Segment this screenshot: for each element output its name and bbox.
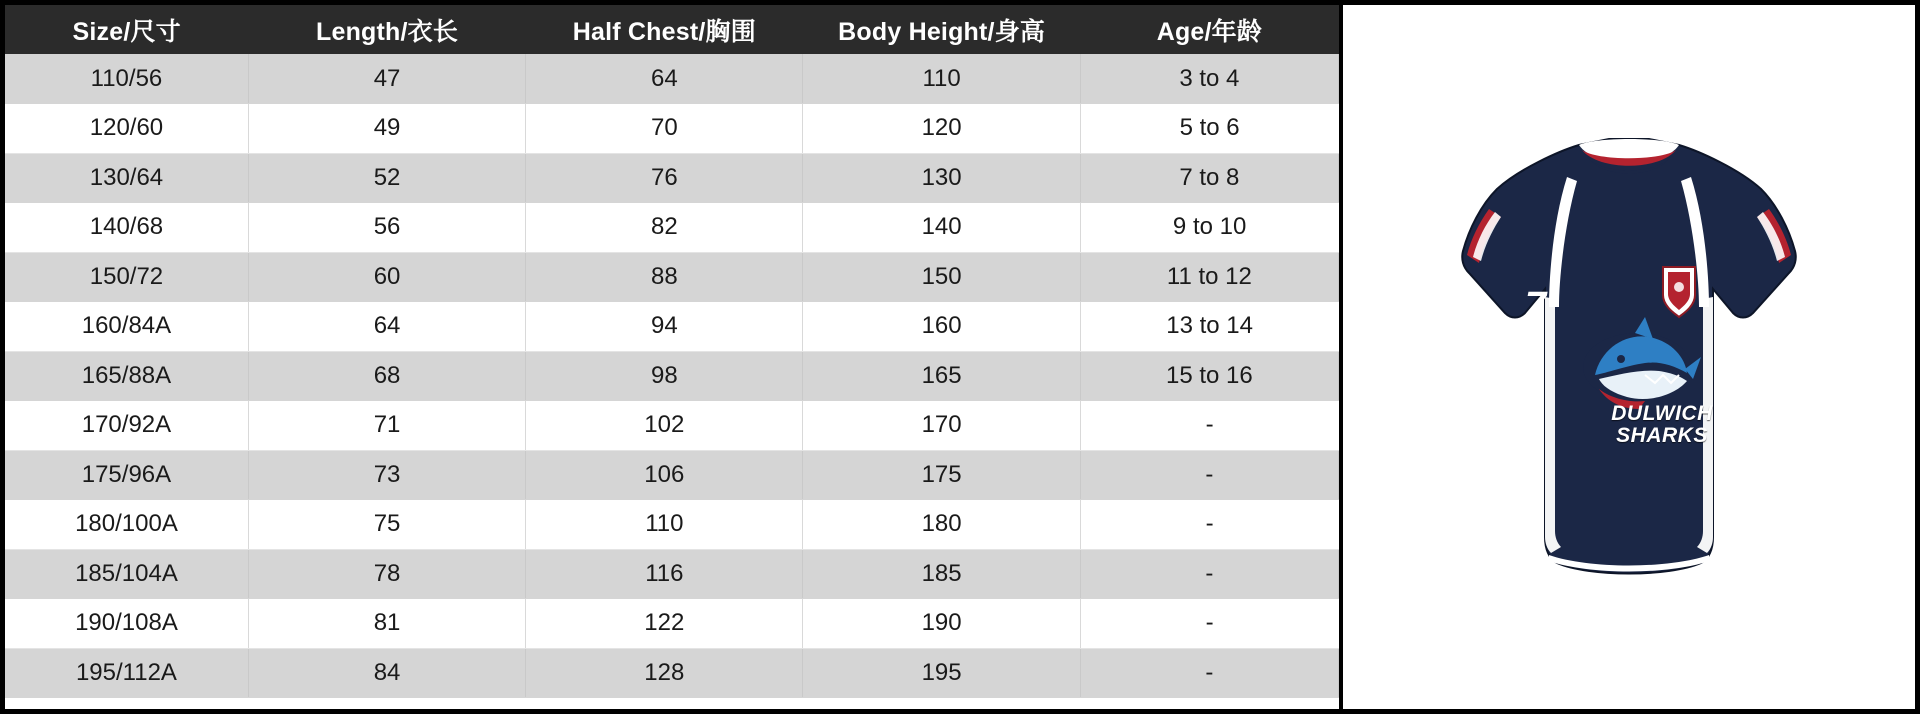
size-table-body (5, 54, 1339, 698)
table-row (5, 549, 1339, 599)
table-row (5, 104, 1339, 154)
cell-length: 52 (248, 153, 525, 203)
cell-half-chest: 88 (526, 252, 803, 302)
cell-size: 165/88A (5, 351, 248, 401)
cell-age: 5 to 6 (1080, 104, 1338, 154)
table-row (5, 401, 1339, 451)
cell-size: 110/56 (5, 54, 248, 104)
column-header-age: Age/年龄 (1080, 5, 1338, 54)
cell-length: 68 (248, 351, 525, 401)
cell-length: 84 (248, 648, 525, 698)
table-row (5, 450, 1339, 500)
cell-size: 120/60 (5, 104, 248, 154)
cell-body-height: 170 (803, 401, 1080, 451)
cell-body-height: 180 (803, 500, 1080, 550)
cell-length: 60 (248, 252, 525, 302)
cell-age: 3 to 4 (1080, 54, 1338, 104)
cell-length: 78 (248, 549, 525, 599)
cell-half-chest: 76 (526, 153, 803, 203)
cell-size: 180/100A (5, 500, 248, 550)
cell-half-chest: 70 (526, 104, 803, 154)
club-name-line2: SHARKS (1616, 424, 1708, 448)
cell-length: 49 (248, 104, 525, 154)
cell-size: 140/68 (5, 203, 248, 253)
cell-half-chest: 94 (526, 302, 803, 352)
cell-size: 185/104A (5, 549, 248, 599)
cell-body-height: 150 (803, 252, 1080, 302)
cell-age: 13 to 14 (1080, 302, 1338, 352)
cell-age: - (1080, 648, 1338, 698)
cell-body-height: 190 (803, 599, 1080, 649)
cell-age: - (1080, 450, 1338, 500)
cell-half-chest: 122 (526, 599, 803, 649)
table-row (5, 599, 1339, 649)
cell-age: 11 to 12 (1080, 252, 1338, 302)
size-table (5, 5, 1339, 698)
cell-body-height: 140 (803, 203, 1080, 253)
size-table-header (5, 5, 1339, 54)
cell-age: 9 to 10 (1080, 203, 1338, 253)
cell-length: 56 (248, 203, 525, 253)
column-header-length: Length/衣长 (248, 5, 525, 54)
cell-age: 7 to 8 (1080, 153, 1338, 203)
cell-body-height: 130 (803, 153, 1080, 203)
cell-body-height: 110 (803, 54, 1080, 104)
table-row (5, 153, 1339, 203)
cell-age: 15 to 16 (1080, 351, 1338, 401)
table-row (5, 54, 1339, 104)
jersey-svg (1449, 117, 1809, 597)
cell-size: 130/64 (5, 153, 248, 203)
table-row (5, 351, 1339, 401)
cell-length: 64 (248, 302, 525, 352)
cell-size: 170/92A (5, 401, 248, 451)
cell-half-chest: 82 (526, 203, 803, 253)
cell-size: 160/84A (5, 302, 248, 352)
cell-body-height: 175 (803, 450, 1080, 500)
cell-body-height: 185 (803, 549, 1080, 599)
column-header-half-chest: Half Chest/胸围 (526, 5, 803, 54)
size-table-pane (5, 5, 1339, 709)
cell-size: 190/108A (5, 599, 248, 649)
cell-body-height: 195 (803, 648, 1080, 698)
club-name-line1: DULWICH (1611, 402, 1713, 425)
cell-half-chest: 128 (526, 648, 803, 698)
cell-half-chest: 102 (526, 401, 803, 451)
cell-age: - (1080, 500, 1338, 550)
cell-half-chest: 110 (526, 500, 803, 550)
table-row (5, 500, 1339, 550)
cell-length: 81 (248, 599, 525, 649)
table-row (5, 302, 1339, 352)
cell-age: - (1080, 599, 1338, 649)
table-header-row (5, 5, 1339, 54)
cell-half-chest: 98 (526, 351, 803, 401)
cell-length: 73 (248, 450, 525, 500)
cell-half-chest: 106 (526, 450, 803, 500)
jersey-number: 7 (1525, 285, 1547, 327)
cell-length: 71 (248, 401, 525, 451)
table-row (5, 252, 1339, 302)
cell-age: - (1080, 549, 1338, 599)
cell-half-chest: 64 (526, 54, 803, 104)
column-header-size: Size/尺寸 (5, 5, 248, 54)
jersey-illustration (1449, 117, 1809, 597)
cell-length: 47 (248, 54, 525, 104)
cell-size: 195/112A (5, 648, 248, 698)
table-row (5, 203, 1339, 253)
cell-body-height: 165 (803, 351, 1080, 401)
cell-size: 175/96A (5, 450, 248, 500)
table-row (5, 648, 1339, 698)
cell-age: - (1080, 401, 1338, 451)
cell-body-height: 160 (803, 302, 1080, 352)
product-image-pane (1339, 5, 1915, 709)
cell-length: 75 (248, 500, 525, 550)
column-header-body-height: Body Height/身高 (803, 5, 1080, 54)
cell-half-chest: 116 (526, 549, 803, 599)
cell-size: 150/72 (5, 252, 248, 302)
cell-body-height: 120 (803, 104, 1080, 154)
